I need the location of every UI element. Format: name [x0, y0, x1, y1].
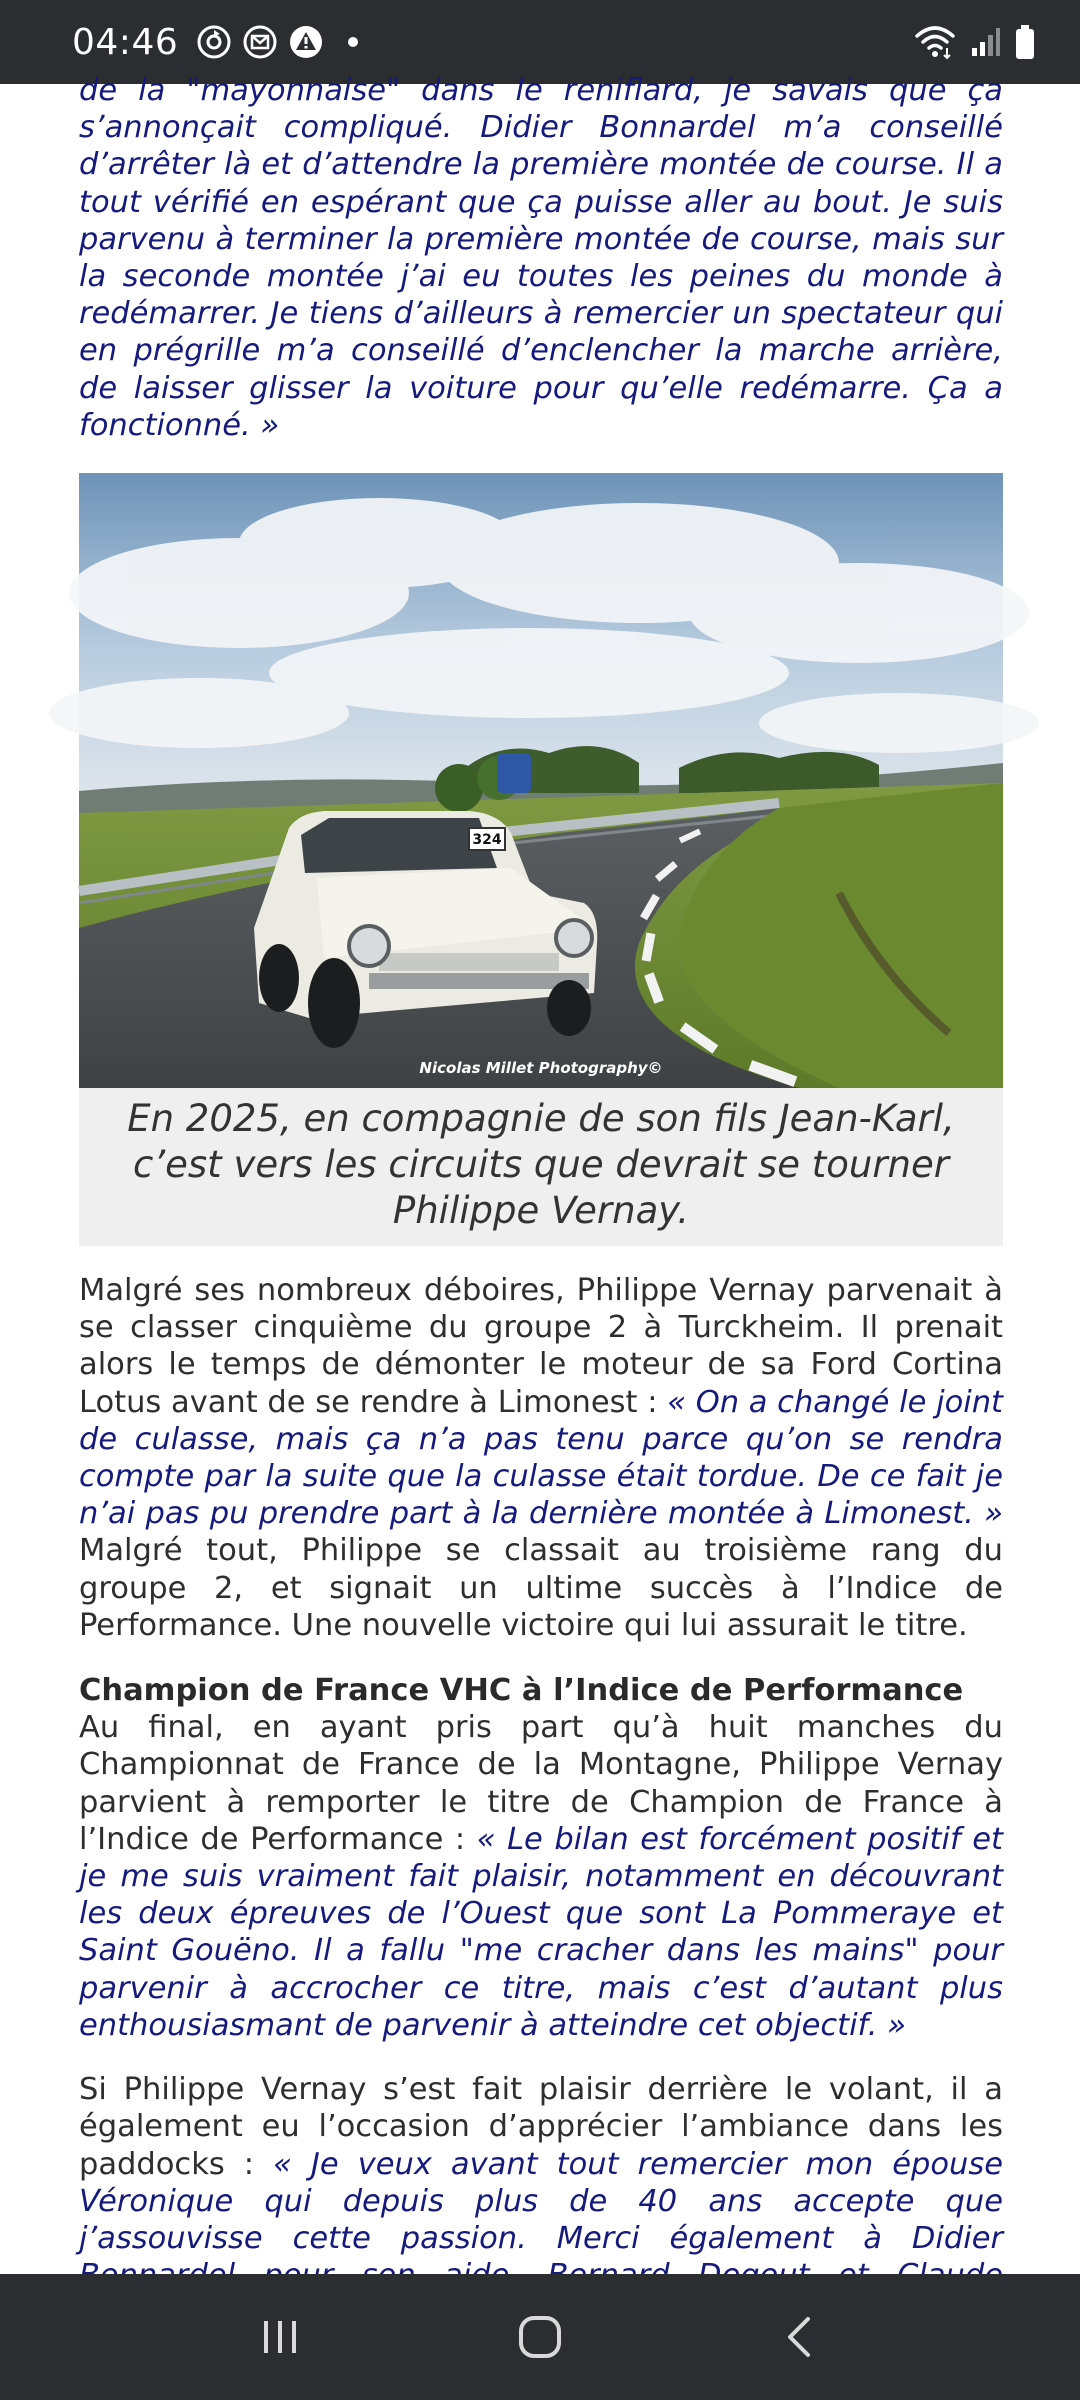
quote-limonest: « On a changé le joint de culasse, mais ça n’a pas tenu parce qu’on se rendra compte par la suite que la culasse était tordue. De ce fait je n’ai pas pu prendre part à la dernière montée à Limonest. » [79, 1384, 1003, 1532]
car-number: 324 [472, 832, 502, 849]
status-time: 04:46 [72, 21, 179, 63]
article-photo-figure [79, 473, 1003, 1246]
paragraph-text: Malgré tout, Philippe se classait au troisième rang du groupe 2, et signait un ultime succès à l’Indice de Performance. Une nouvelle victoire qui lui assurait le titre. [79, 1533, 1003, 1643]
alert-icon [288, 24, 324, 60]
battery-icon [1014, 24, 1036, 60]
paragraph-turckheim [79, 1272, 1003, 1644]
paragraph-text: Au final, en ayant pris part qu’à huit manches du Championnat de France de la Montagne, Philippe Vernay parvient à remporter le titre de Champion de France à l’Indice de Performance : [79, 1710, 1003, 1857]
notification-icons [196, 24, 358, 60]
wifi-icon [914, 24, 956, 60]
more-notifications-dot [348, 37, 358, 47]
quote-thanks: « Je veux avant tout remercier mon épouse Véronique qui depuis plus de 40 ans accepte que j’assouvisse cette passion. Merci également à Didier [79, 2146, 1003, 2256]
navigation-bar [0, 2274, 1080, 2400]
system-icons [914, 24, 1036, 60]
quote-bilan: « Le bilan est forcément positif et je me suis vraiment fait plaisir, notamment en découvrant les deux épreuves de l’Ouest que sont La Pommeraye et Saint Gouëno. Il a fallu "me cracher dans les mains" pour parvenir à accrocher ce titre, mais c’est d’autant plus enthousiasmant de parvenir à atteindre cet objectif. » [79, 1821, 1003, 2043]
recent-apps-button[interactable] [235, 2292, 325, 2382]
sync-icon [196, 24, 232, 60]
recent-apps-icon [258, 2315, 302, 2359]
paragraph-text: Si Philippe Vernay s’est fait plaisir derrière le volant, il a également eu l’occasion d’apprécier l’ambiance dans les paddocks : [79, 2072, 1003, 2182]
home-icon [516, 2313, 564, 2361]
back-icon [778, 2313, 822, 2361]
signal-icon [970, 26, 1000, 58]
photo-caption: En 2025, en compagnie de son fils Jean-Karl, c’est vers les circuits que devrait se tourner Philippe Vernay. [79, 1088, 1003, 1246]
section-heading: Champion de France VHC à l’Indice de Performance [79, 1673, 964, 1709]
home-button[interactable] [495, 2292, 585, 2382]
intro-quote: de la "mayonnaise" dans le reniflard, je savais que ça s’annonçait compliqué. Didier Bonnardel m’a conseillé d’arrêter là et d’attendre la première montée de course. Il a tout vérifié en espérant que ça puisse aller au bout. Je suis parvenu à terminer la première montée de course, mais sur la seconde montée j’ai eu toutes les peines du monde à redémarrer. Je tiens d’ailleurs à remercier un spectateur qui en prégrille m’a conseillé d’enclencher la marche arrière, de laisser glisser la voiture pour qu’elle redémarre. Ça a fonctionné. » [79, 73, 1003, 443]
race-car-photo[interactable] [79, 473, 1003, 1088]
paragraph-title [79, 1709, 1003, 2044]
back-button[interactable] [755, 2292, 845, 2382]
article-content [79, 73, 1003, 2274]
paragraph-text: Malgré ses nombreux déboires, Philippe Vernay parvenait à se classer cinquième du groupe 2 à Turckheim. Il prenait alors le temps de démonter le moteur de sa Ford Cortina Lotus avant de se rendre à Limonest : [79, 1273, 1003, 1420]
photo-watermark: Nicolas Millet Photography© [419, 1059, 663, 1078]
mail-icon [242, 24, 278, 60]
